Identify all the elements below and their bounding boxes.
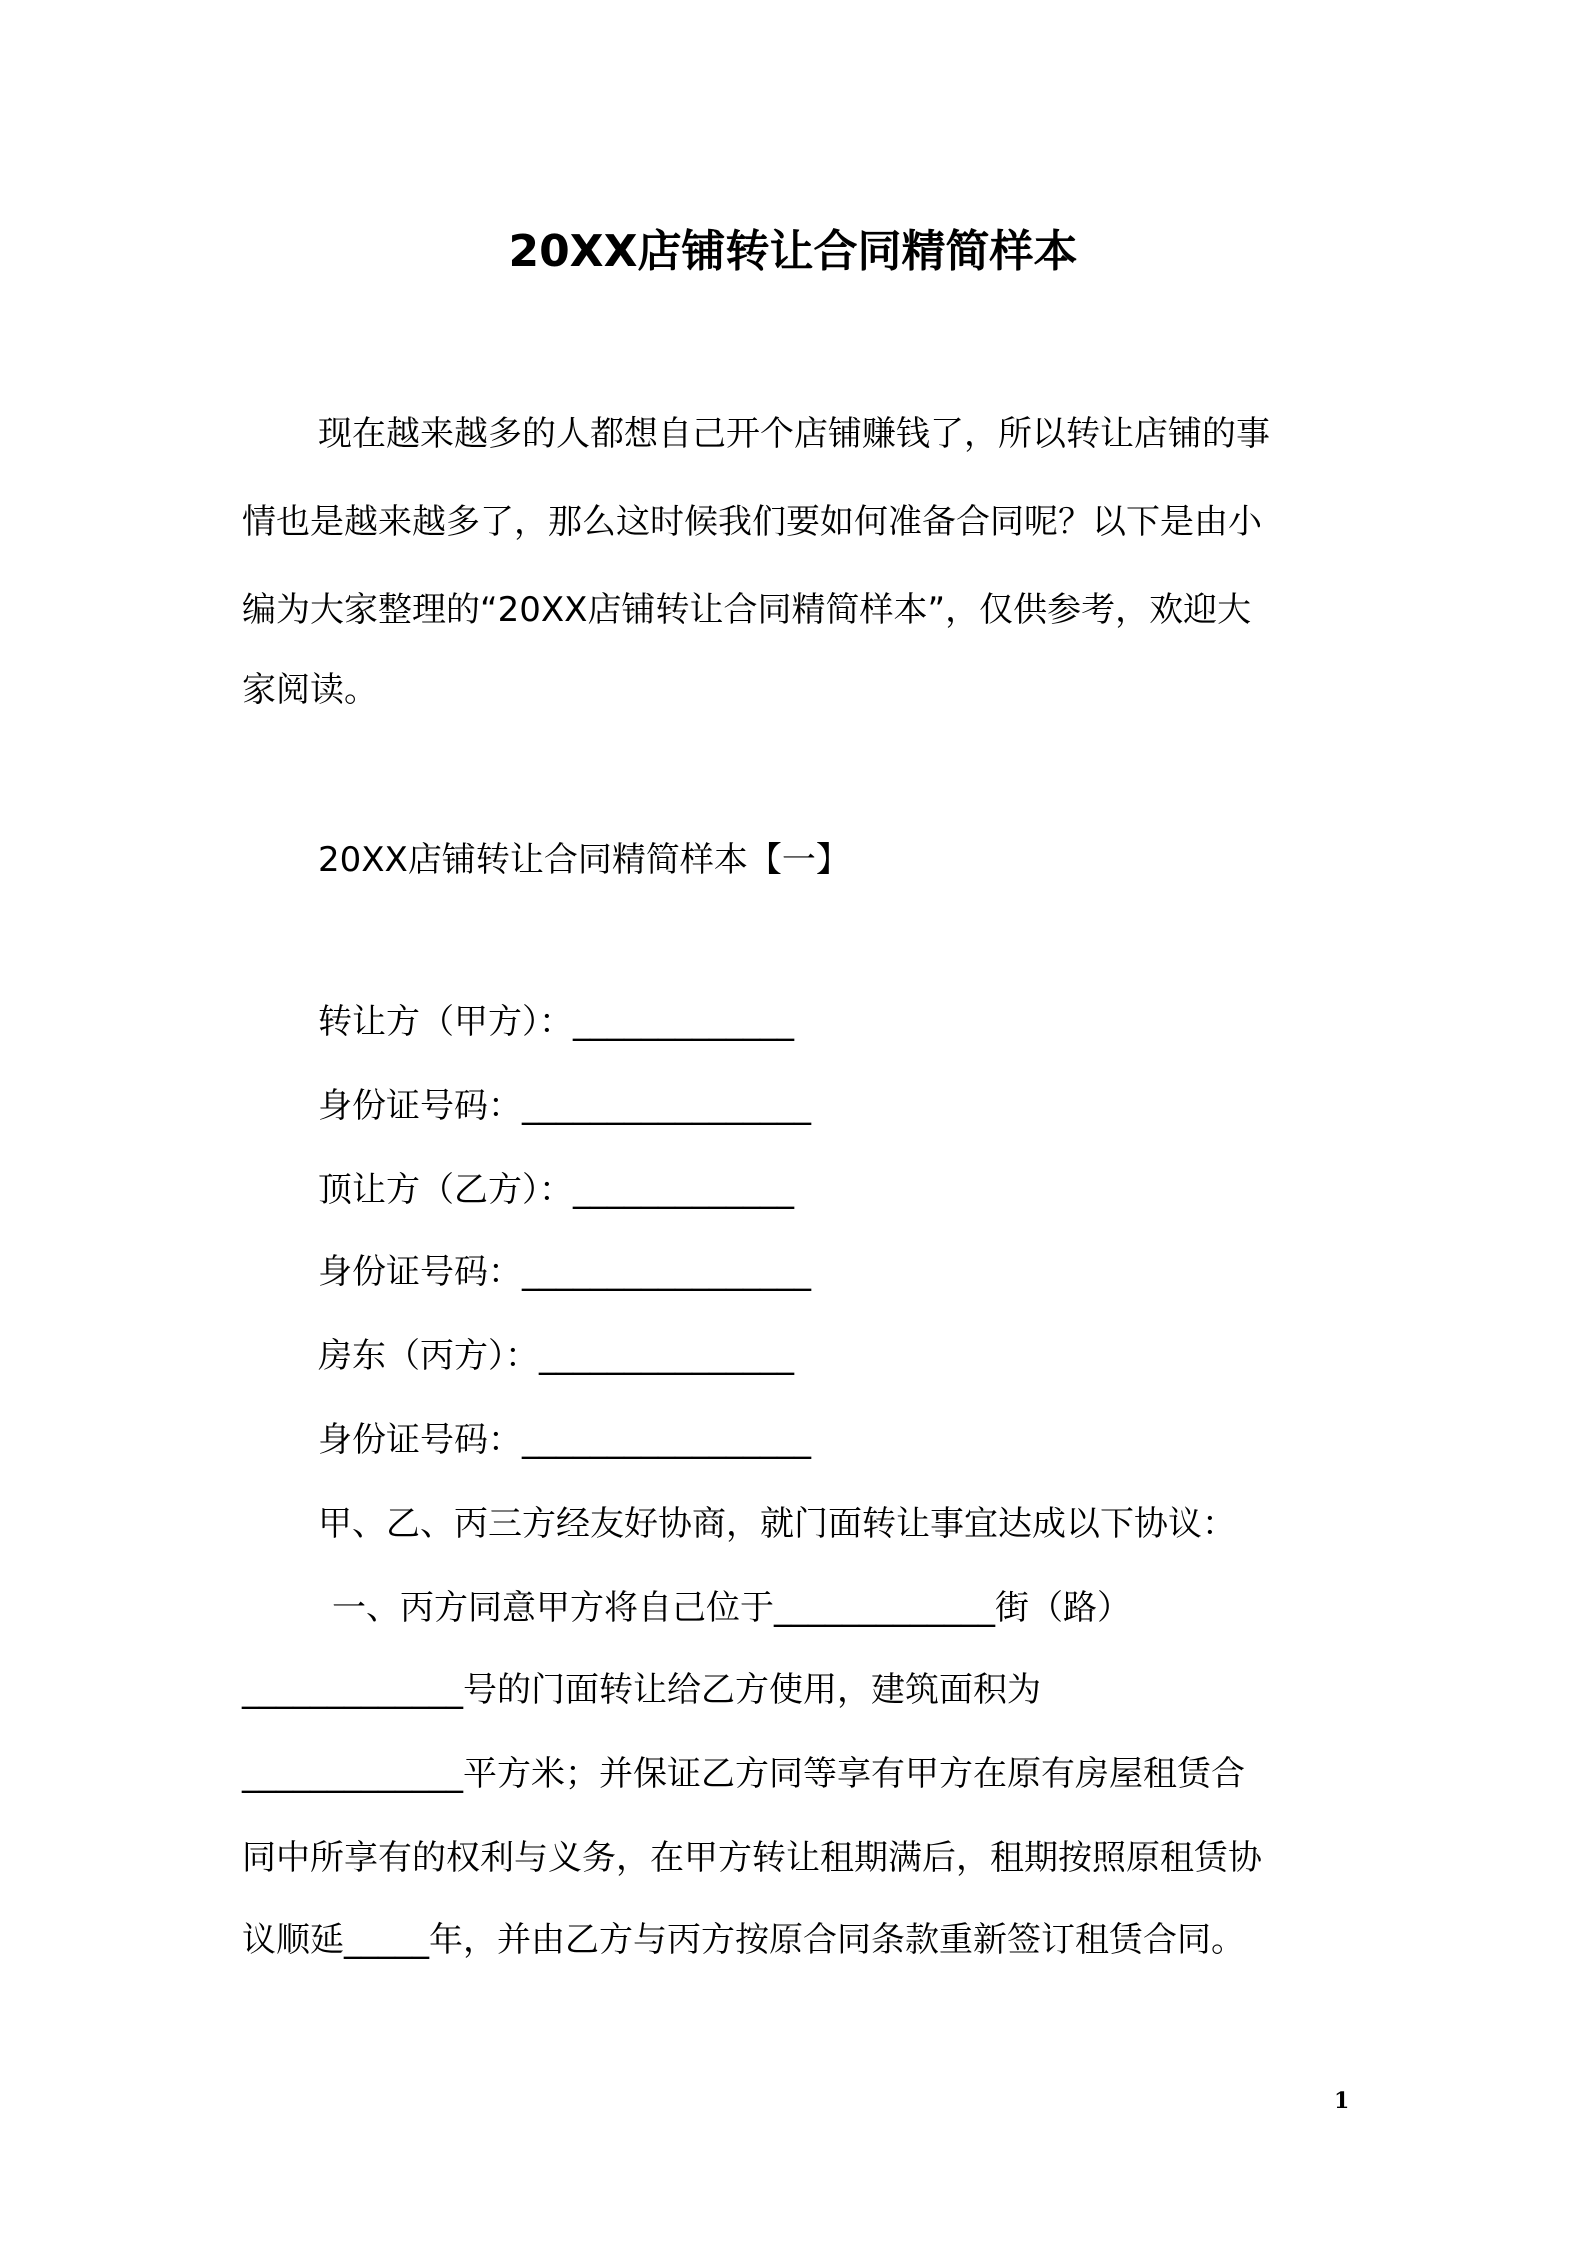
clause-1-line-3: _____________平方米；并保证乙方同等享有甲方在原有房屋租赁合 xyxy=(242,1754,1245,1794)
intro-line-3: 编为大家整理的“20XX店铺转让合同精简样本”，仅供参考，欢迎大 xyxy=(242,590,1252,630)
field-landlord: 房东（丙方）：_______________ xyxy=(318,1336,794,1376)
agreement-intro: 甲、乙、丙三方经友好协商，就门面转让事宜达成以下协议： xyxy=(318,1504,1236,1544)
section-heading: 20XX店铺转让合同精简样本【一】 xyxy=(318,840,850,880)
intro-line-1: 现在越来越多的人都想自己开个店铺赚钱了，所以转让店铺的事 xyxy=(318,414,1270,454)
page-number: 1 xyxy=(1334,2088,1350,2114)
field-transferor: 转让方（甲方）：_____________ xyxy=(318,1002,794,1042)
clause-1-line-1: 一、丙方同意甲方将自己位于_____________街（路） xyxy=(332,1588,1131,1628)
intro-line-2: 情也是越来越多了，那么这时候我们要如何准备合同呢？以下是由小 xyxy=(242,502,1262,542)
intro-line-4: 家阅读。 xyxy=(242,670,378,710)
field-transferee-id: 身份证号码：_________________ xyxy=(318,1252,811,1292)
field-transferee: 顶让方（乙方）：_____________ xyxy=(318,1170,794,1210)
clause-1-line-4: 同中所享有的权利与义务，在甲方转让租期满后，租期按照原租赁协 xyxy=(242,1838,1262,1878)
clause-1-line-2: _____________号的门面转让给乙方使用，建筑面积为 xyxy=(242,1670,1041,1710)
field-transferor-id: 身份证号码：_________________ xyxy=(318,1086,811,1126)
document-title: 20XX店铺转让合同精简样本 xyxy=(508,226,1078,277)
field-landlord-id: 身份证号码：_________________ xyxy=(318,1420,811,1460)
clause-1-line-5: 议顺延_____年，并由乙方与丙方按原合同条款重新签订租赁合同。 xyxy=(242,1920,1245,1960)
